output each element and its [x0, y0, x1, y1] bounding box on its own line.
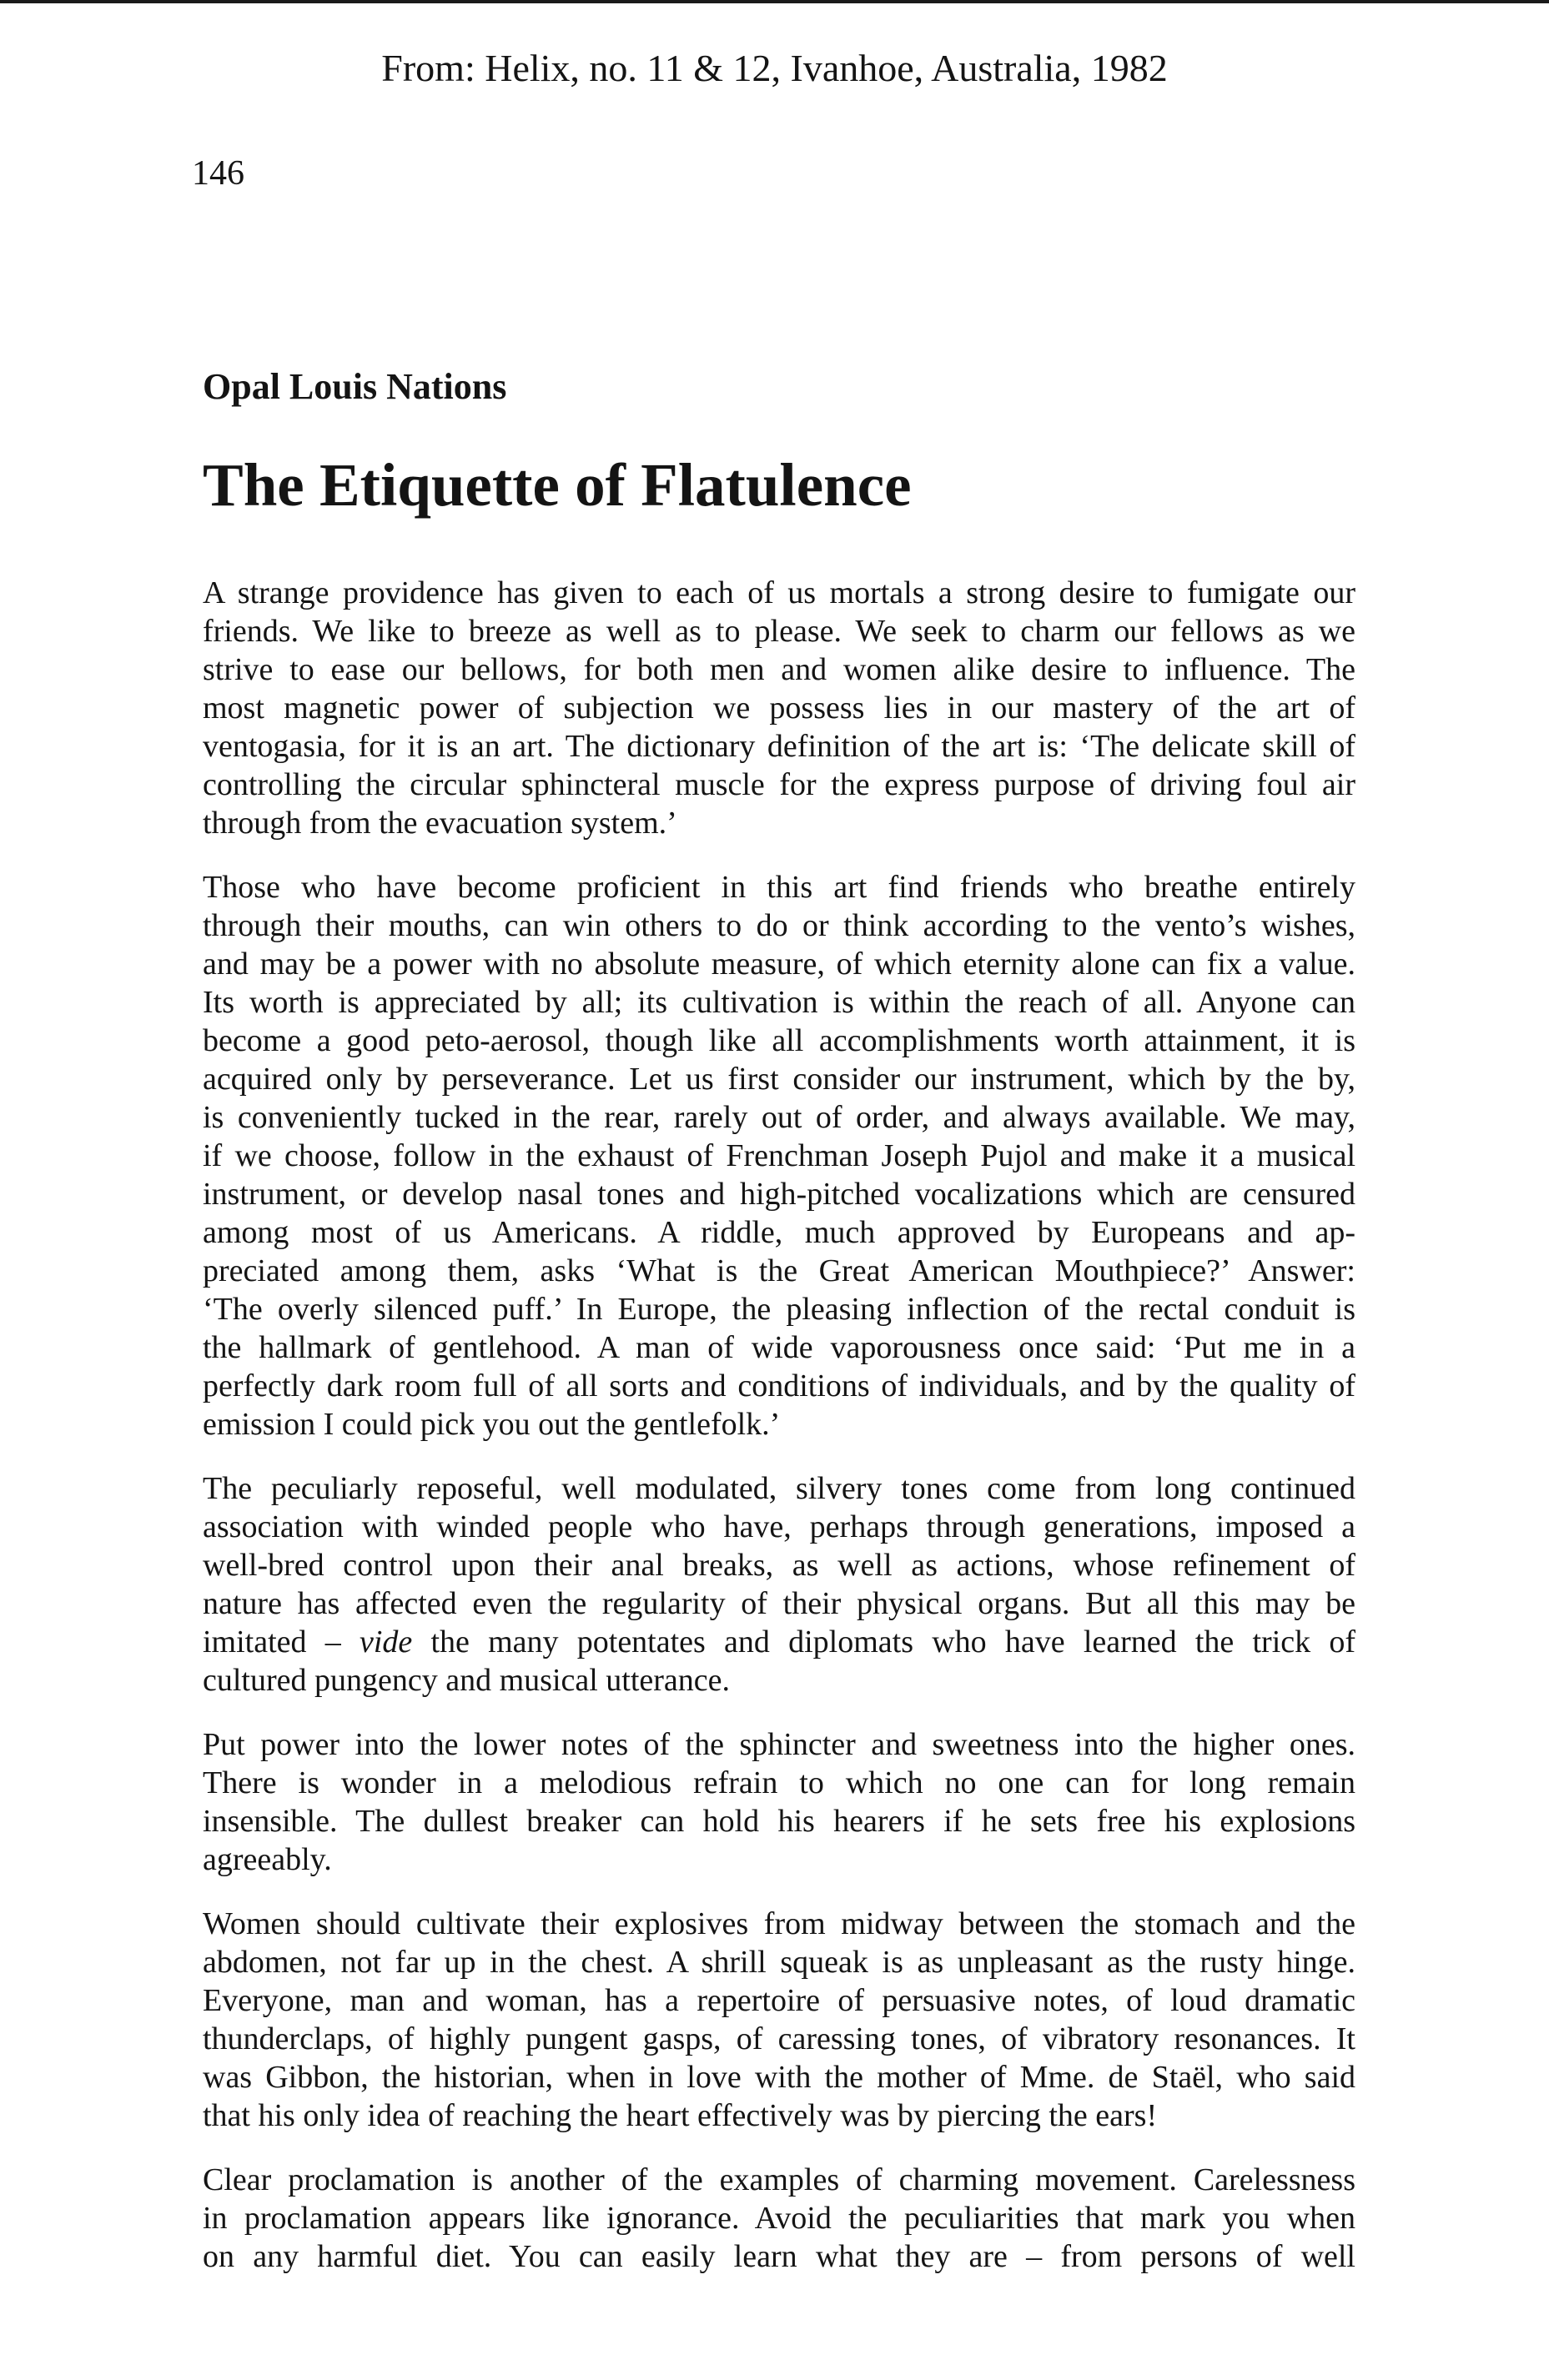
paragraph [203, 1725, 1355, 1879]
text-line: nature has affected even the regularity of their physical organs. But all this may be [203, 1586, 1355, 1621]
paragraph [203, 2161, 1355, 2276]
text-line: if we choose, follow in the exhaust of Frenchman Joseph Pujol and make it a musical [203, 1138, 1355, 1173]
text-line: friends. We like to breeze as well as to please. We seek to charm our fellows as we [203, 614, 1355, 649]
text-line: ‘The overly silenced puff.’ In Europe, the pleasing inflection of the rectal conduit is [203, 1292, 1355, 1327]
text-line: instrument, or develop nasal tones and high-pitched vocalizations which are censured [203, 1177, 1355, 1212]
italic-term: vide [359, 1624, 413, 1659]
text-line: insensible. The dullest breaker can hold his hearers if he sets free his explosions [203, 1804, 1355, 1839]
text-line: perfectly dark room full of all sorts and conditions of individuals, and by the quality of [203, 1368, 1355, 1403]
text-line: ventogasia, for it is an art. The dictionary definition of the art is: ‘The delicate skill of [203, 729, 1355, 764]
source-line: From: Helix, no. 11 & 12, Ivanhoe, Australia, 1982 [381, 47, 1168, 89]
text-line: There is wonder in a melodious refrain to which no one can for long remain [203, 1765, 1355, 1800]
text-line: on any harmful diet. You can easily learn what they are – from persons of well [203, 2239, 1355, 2274]
text-line: The peculiarly reposeful, well modulated, silvery tones come from long continued [203, 1471, 1355, 1506]
article-title: The Etiquette of Flatulence [203, 451, 912, 519]
text-line: Its worth is appreciated by all; its cultivation is within the reach of all. Anyone can [203, 985, 1355, 1020]
text-line: well-bred control upon their anal breaks, as well as actions, whose refinement of [203, 1548, 1355, 1583]
paragraph [203, 1905, 1355, 2135]
text-line: become a good peto-aerosol, though like all accomplishments worth attainment, it is [203, 1023, 1355, 1058]
text-line: is conveniently tucked in the rear, rarely out of order, and always available. We may, [203, 1100, 1355, 1135]
text-line: A strange providence has given to each of us mortals a strong desire to fumigate our [203, 575, 1355, 610]
text-line: among most of us Americans. A riddle, much approved by Europeans and ap- [203, 1215, 1355, 1250]
text-line: emission I could pick you out the gentlefolk.’ [203, 1407, 781, 1442]
text-line: strive to ease our bellows, for both men and women alike desire to influence. The [203, 652, 1355, 687]
text-line: controlling the circular sphincteral muscle for the express purpose of driving foul air [203, 767, 1355, 802]
text-line: and may be a power with no absolute measure, of which eternity alone can fix a value. [203, 946, 1355, 982]
text-line: in proclamation appears like ignorance. Avoid the peculiarities that mark you when [203, 2201, 1355, 2236]
text-line: thunderclaps, of highly pungent gasps, of caressing tones, of vibratory resonances. It [203, 2021, 1355, 2056]
article-body [203, 574, 1355, 2302]
text-line: through their mouths, can win others to do or think according to the vento’s wishes, [203, 908, 1355, 943]
text-line: agreeably. [203, 1842, 332, 1877]
text-run: the many potentates and diplomats who have learned the trick of [412, 1624, 1355, 1659]
text-line: cultured pungency and musical utterance. [203, 1663, 731, 1698]
text-line: abdomen, not far up in the chest. A shrill squeak is as unpleasant as the rusty hinge. [203, 1945, 1355, 1980]
text-line: was Gibbon, the historian, when in love with the mother of Mme. de Staël, who said [203, 2060, 1355, 2095]
text-line: most magnetic power of subjection we possess lies in our mastery of the art of [203, 690, 1355, 726]
text-line: acquired only by perseverance. Let us first consider our instrument, which by the by, [203, 1062, 1355, 1097]
top-rule [0, 0, 1549, 3]
text-line: association with winded people who have, perhaps through generations, imposed a [203, 1509, 1355, 1544]
text-line: preciated among them, asks ‘What is the Great American Mouthpiece?’ Answer: [203, 1253, 1355, 1288]
text-line: that his only idea of reaching the heart effectively was by piercing the ears! [203, 2098, 1158, 2133]
text-line: Clear proclamation is another of the examples of charming movement. Carelessness [203, 2162, 1355, 2197]
text-line: the hallmark of gentlehood. A man of wide vaporousness once said: ‘Put me in a [203, 1330, 1355, 1365]
text-line: Those who have become proficient in this art find friends who breathe entirely [203, 870, 1355, 905]
text-line: through from the evacuation system.’ [203, 806, 677, 841]
text-line: Everyone, man and woman, has a repertoire of persuasive notes, of loud dramatic [203, 1983, 1355, 2018]
paragraph [203, 1469, 1355, 1700]
paragraph [203, 868, 1355, 1444]
author-name: Opal Louis Nations [203, 366, 507, 407]
text-line: Women should cultivate their explosives from midway between the stomach and the [203, 1906, 1355, 1941]
text-line [203, 1623, 1355, 1661]
text-line: Put power into the lower notes of the sphincter and sweetness into the higher ones. [203, 1727, 1355, 1762]
text-run: imitated – [203, 1624, 360, 1659]
page-number: 146 [192, 154, 244, 193]
paragraph [203, 574, 1355, 842]
